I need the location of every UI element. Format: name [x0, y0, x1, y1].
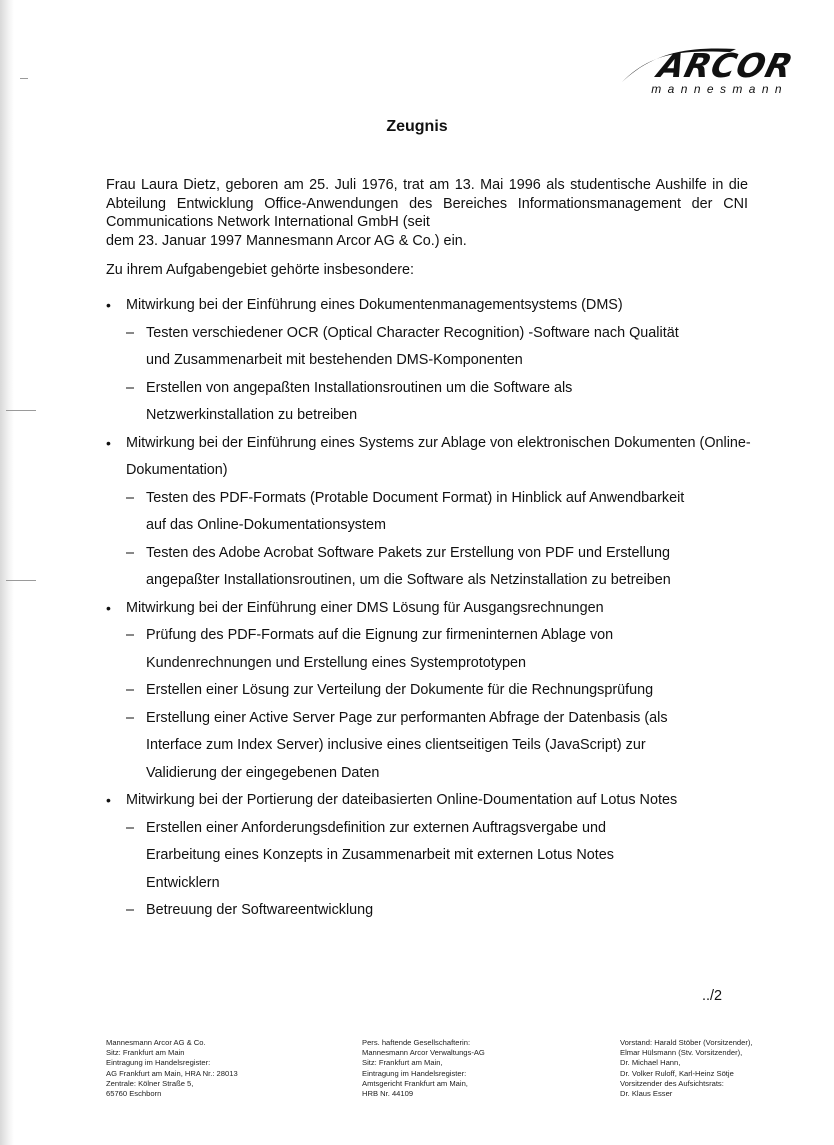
tasks-list: [106, 292, 756, 925]
task-item: [106, 595, 756, 623]
bullet-icon: •: [106, 297, 111, 313]
document-title: Zeugnis: [386, 118, 448, 135]
task-text: Mitwirkung bei der Einführung einer DMS Lösung für Ausgangsrechnungen: [126, 599, 604, 616]
footer-line: Eintragung im Handelsregister:: [362, 1068, 467, 1078]
bullet-icon: •: [106, 792, 111, 808]
bullet-icon: •: [106, 599, 111, 616]
intro-body: Frau Laura Dietz, geboren am 25. Juli 1976, trat am 13. Mai 1996 als studentische Aushilfe in die Abteilung Entwicklung Office-Anwendungen des Bereiches Informationsmanagement der CNI Communications Network International GmbH (seit: [106, 177, 748, 230]
dash-icon: –: [126, 544, 135, 561]
page-marker: ../2: [702, 988, 722, 1004]
subtask-line: Testen des PDF-Formats (Protable Document Format) in Hinblick auf Anwendbarkeit: [146, 489, 685, 506]
subtask-group: [106, 815, 756, 925]
subtask-line: Erstellen einer Lösung zur Verteilung der Dokumente für die Rechnungsprüfung: [146, 682, 654, 698]
footer-board: [620, 1038, 753, 1099]
scan-edge: [0, 0, 14, 1145]
footer-line: Pers. haftende Gesellschafterin:: [362, 1038, 471, 1047]
task-item: [106, 430, 756, 485]
subtask-line: Erstellung einer Active Server Page zur performanten Abfrage der Datenbasis (als: [146, 709, 668, 726]
intro-paragraph: [106, 176, 748, 250]
subtask-line: Erstellen von angepaßten Installationsroutinen um die Software als: [146, 379, 573, 396]
subtask-line: Erarbeitung eines Konzepts in Zusammenarbeit mit externen Lotus Notes: [146, 847, 614, 863]
footer-line: Mannesmann Arcor AG & Co.: [106, 1038, 206, 1047]
footer-line: Dr. Michael Hann,: [620, 1058, 681, 1068]
subtask-item: [126, 622, 756, 677]
arcor-logo: [612, 46, 798, 98]
subtask-line: Betreuung der Softwareentwicklung: [146, 902, 374, 918]
margin-mark: [6, 580, 36, 581]
subtask-line: Erstellen einer Anforderungsdefinition zur externen Auftragsvergabe und: [146, 819, 606, 836]
subtask-item: [126, 897, 756, 925]
footer-line: Zentrale: Kölner Straße 5,: [106, 1078, 194, 1088]
footer-line: Eintragung im Handelsregister:: [106, 1058, 211, 1068]
subtask-group: [106, 622, 756, 787]
tasks-heading: Zu ihrem Aufgabengebiet gehörte insbesondere:: [106, 262, 415, 278]
footer-company: [106, 1038, 238, 1099]
task-item: [106, 292, 756, 320]
task-text: Mitwirkung bei der Portierung der dateibasierten Online-Doumentation auf Lotus Notes: [126, 792, 678, 808]
dash-icon: –: [126, 379, 135, 396]
subtask-line: und Zusammenarbeit mit bestehenden DMS-Komponenten: [146, 352, 523, 368]
subtask-item: [126, 485, 756, 540]
subtask-line: Interface zum Index Server) inclusive eines clientseitigen Teils (JavaScript) zur: [146, 737, 646, 753]
subtask-line: Validierung der eingegebenen Daten: [146, 764, 380, 781]
subtask-item: [126, 320, 756, 375]
footer-line: Dr. Klaus Esser: [620, 1089, 673, 1099]
subtask-line: angepaßter Installationsroutinen, um die Software als Netzinstallation zu betreiben: [146, 572, 671, 588]
logo-wordmark: ARCOR: [654, 46, 798, 85]
subtask-item: [126, 705, 756, 788]
footer-line: Dr. Volker Ruloff, Karl-Heinz Sötje: [620, 1068, 734, 1078]
footer-line: AG Frankfurt am Main, HRA Nr.: 28013: [106, 1068, 238, 1078]
bullet-icon: •: [106, 434, 111, 451]
task-text: Mitwirkung bei der Einführung eines Systems zur Ablage von elektronischen Dokumenten (Online-Dokumentation): [126, 434, 751, 478]
subtask-item: [126, 815, 756, 898]
subtask-line: Testen verschiedener OCR (Optical Character Recognition) -Software nach Qualität: [146, 324, 679, 341]
subtask-line: auf das Online-Dokumentationsystem: [146, 517, 386, 533]
dash-icon: –: [126, 489, 135, 506]
footer-line: Sitz: Frankfurt am Main: [106, 1048, 185, 1058]
subtask-line: Testen des Adobe Acrobat Software Pakets zur Erstellung von PDF und Erstellung: [146, 544, 670, 561]
dash-icon: –: [126, 324, 135, 341]
footer-line: 65760 Eschborn: [106, 1089, 162, 1099]
task-text: Mitwirkung bei der Einführung eines Dokumentenmanagementsystems (DMS): [126, 297, 623, 313]
subtask-line: Kundenrechnungen und Erstellung eines Systemprototypen: [146, 654, 527, 671]
subtask-item: [126, 375, 756, 430]
footer-line: Vorsitzender des Aufsichtsrats:: [620, 1078, 724, 1088]
intro-last-line: dem 23. Januar 1997 Mannesmann Arcor AG & Co.) ein.: [106, 232, 467, 249]
logo-tagline: mannesmann: [651, 82, 788, 96]
subtask-line: Netzwerkinstallation zu betreiben: [146, 407, 358, 423]
dash-icon: –: [126, 902, 135, 918]
subtask-group: [106, 485, 756, 595]
task-item: [106, 787, 756, 815]
dash-icon: –: [126, 709, 135, 726]
subtask-line: Prüfung des PDF-Formats auf die Eignung zur firmeninternen Ablage von: [146, 627, 614, 643]
footer-line: Elmar Hülsmann (Stv. Vorsitzender),: [620, 1048, 743, 1058]
dash-icon: –: [126, 627, 135, 643]
footer-line: Sitz: Frankfurt am Main,: [362, 1058, 443, 1068]
margin-mark: [20, 78, 28, 79]
dash-icon: –: [126, 682, 135, 698]
subtask-item: [126, 540, 756, 595]
subtask-group: [106, 320, 756, 430]
subtask-item: [126, 677, 756, 705]
footer-line: Amtsgericht Frankfurt am Main,: [362, 1078, 468, 1088]
dash-icon: –: [126, 819, 135, 836]
footer-partner: [362, 1038, 485, 1099]
subtask-line: Entwicklern: [146, 874, 220, 891]
margin-mark: [6, 410, 36, 411]
footer-line: Mannesmann Arcor Verwaltungs-AG: [362, 1048, 485, 1058]
footer-line: Vorstand: Harald Stöber (Vorsitzender),: [620, 1038, 753, 1047]
footer-line: HRB Nr. 44109: [362, 1089, 414, 1099]
